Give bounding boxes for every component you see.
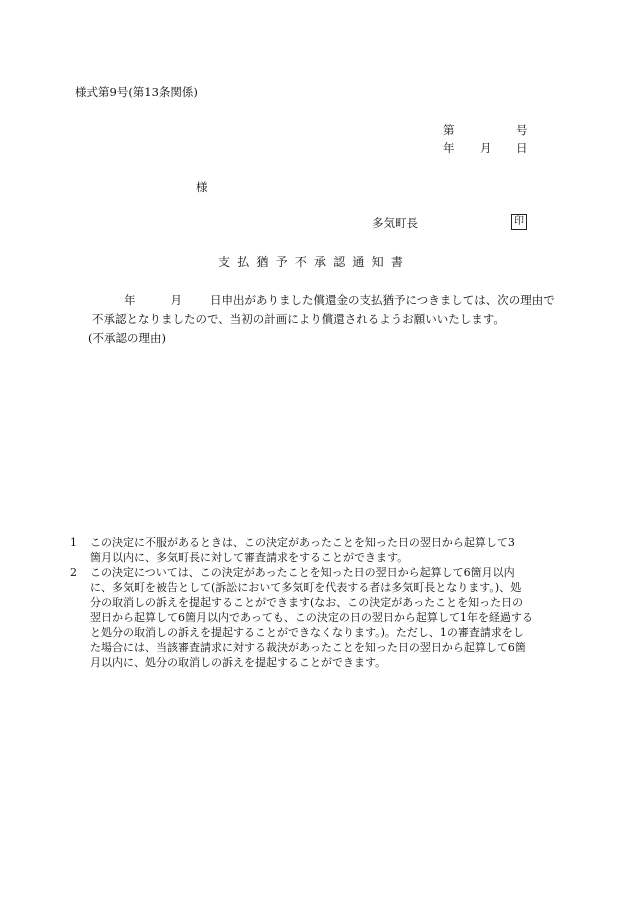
title-char: 知	[371, 255, 384, 269]
date-year-label: 年	[443, 141, 455, 155]
document-number-prefix: 第	[443, 123, 455, 137]
note-text: この決定に不服があるときは、この決定があったことを知った日の翌日から起算して3 箇月以内に、多気町長に対して審査請求をすることができます。	[90, 536, 515, 564]
note-item	[70, 565, 555, 670]
title-char: 猶	[256, 255, 269, 269]
title-char: 認	[333, 255, 346, 269]
title-char: 支	[218, 255, 231, 269]
issuer-title: 多気町長	[372, 216, 418, 230]
title-char: 承	[314, 255, 327, 269]
addressee-honorific: 様	[196, 180, 208, 194]
seal-mark: 印	[511, 214, 527, 230]
title-char: 通	[352, 255, 365, 269]
title-char: 不	[294, 255, 308, 269]
title-char: 予	[275, 255, 288, 269]
note-number: 1	[70, 536, 77, 549]
body-year-label: 年	[124, 293, 136, 307]
body-paragraph-line1	[124, 293, 555, 308]
document-number-suffix: 号	[516, 123, 528, 137]
title-char: 書	[390, 255, 404, 269]
document-title	[218, 253, 410, 270]
date-month-label: 月	[480, 141, 492, 155]
notes-section	[70, 535, 555, 670]
reason-label: (不承認の理由)	[88, 331, 166, 345]
note-text: この決定については、この決定があったことを知った日の翌日から起算して6箇月以内 に、多気町を被告として(訴訟において多気町を代表する者は多気町長となります。)、処 分の取消しの訴えを提起することができます(なお、この決定があったことを知った日の 翌日から起算して6箇月以内であっても、この決定の日の翌日から起算して1年を経過する と処分の取消しの訴えを提起することができなくなります。)。ただし、1の審査請求をし た場合には、当該審査請求に対する裁決があったことを知った日の翌日から起算して6箇 月以内に、処分の取消しの訴えを提起することができます。	[90, 566, 533, 669]
title-char: 払	[237, 255, 250, 269]
body-month-label: 月	[170, 293, 182, 307]
form-number: 様式第9号(第13条関係)	[75, 85, 198, 99]
body-line1-text: 日申出がありました償還金の支払猶予につきましては、次の理由で	[210, 293, 555, 307]
note-item	[70, 535, 555, 565]
date-day-label: 日	[516, 141, 528, 155]
body-paragraph-line2: 不承認となりましたので、当初の計画により償還されるようお願いいたします。	[92, 312, 505, 326]
note-number: 2	[70, 566, 77, 579]
